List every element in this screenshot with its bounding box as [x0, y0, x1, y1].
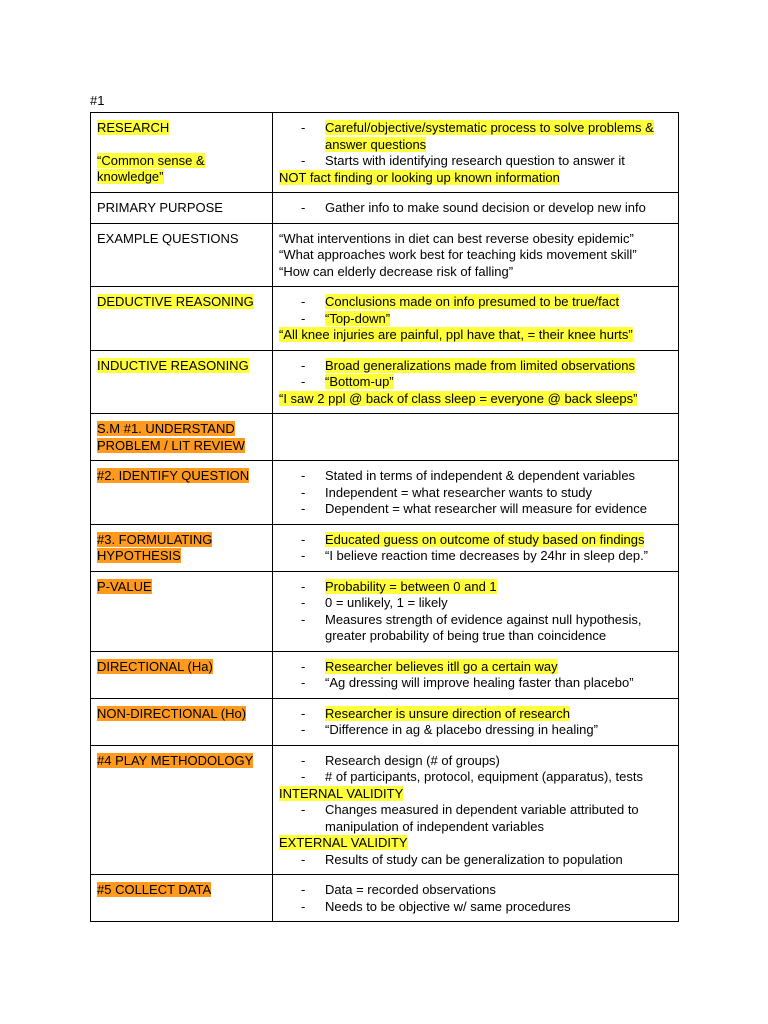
table-row — [91, 461, 679, 525]
table-row — [91, 113, 679, 193]
term-label: #5 COLLECT DATA — [97, 882, 212, 897]
subheading-text: EXTERNAL VALIDITY — [279, 835, 408, 850]
bullet — [279, 153, 672, 170]
term-label: #3. FORMULATING HYPOTHESIS — [97, 531, 213, 563]
table-row — [91, 745, 679, 875]
term-cell — [91, 651, 273, 698]
term-cell — [91, 350, 273, 414]
bullet — [279, 579, 672, 596]
bullet-text: “Difference in ag & placebo dressing in healing” — [325, 722, 598, 737]
bullet-text: Needs to be objective w/ same procedures — [325, 898, 571, 914]
table-row — [91, 698, 679, 745]
bullet — [279, 485, 672, 502]
term-cell — [91, 223, 273, 287]
term-label: P-VALUE — [97, 578, 152, 594]
bullet — [279, 659, 672, 676]
bullet-text: Broad generalizations made from limited observations — [325, 357, 635, 373]
note-text: “I saw 2 ppl @ back of class sleep = everyone @ back sleeps” — [279, 390, 638, 406]
term-cell — [91, 287, 273, 351]
bullet — [279, 706, 672, 723]
bullet-text: Probability = between 0 and 1 — [325, 578, 497, 594]
term-label: S.M #1. UNDERSTAND PROBLEM / LIT REVIEW — [97, 421, 245, 453]
bullet — [279, 468, 672, 485]
bullet — [279, 899, 672, 916]
bullet-text: Starts with identifying research question to answer it — [325, 153, 625, 168]
term-extra: “Common sense & knowledge” — [97, 152, 205, 184]
table-row — [91, 287, 679, 351]
bullet-text: Results of study can be generalization to population — [325, 851, 623, 867]
term-label: #4 PLAY METHODOLOGY — [97, 752, 254, 768]
bullet-text: Stated in terms of independent & dependent variables — [325, 468, 636, 483]
bullet — [279, 882, 672, 899]
bullet — [279, 294, 672, 311]
note-text: NOT fact finding or looking up known information — [279, 169, 560, 185]
bullet-text: “I believe reaction time decreases by 24hr in sleep dep.” — [325, 548, 649, 563]
page-number: #1 — [90, 93, 105, 108]
detail-cell — [273, 193, 679, 224]
bullet-text: “Bottom-up” — [325, 374, 394, 389]
table-row — [91, 651, 679, 698]
detail-cell — [273, 287, 679, 351]
term-cell — [91, 745, 273, 875]
bullet-text: Educated guess on outcome of study based on findings — [325, 531, 645, 547]
bullet — [279, 802, 672, 835]
detail-cell — [273, 350, 679, 414]
question-line: “What approaches work best for teaching kids movement skill” — [279, 247, 637, 262]
bullet — [279, 120, 672, 153]
note-line — [279, 170, 672, 187]
note-text: “All knee injuries are painful, ppl have that, = their knee hurts” — [279, 327, 633, 342]
table-row — [91, 875, 679, 922]
bullet — [279, 769, 672, 786]
bullet — [279, 722, 672, 739]
term-label: NON-DIRECTIONAL (Ho) — [97, 705, 247, 721]
bullet — [279, 675, 672, 692]
term-cell — [91, 113, 273, 193]
detail-cell — [273, 524, 679, 571]
term-cell — [91, 571, 273, 651]
bullet — [279, 311, 672, 328]
detail-cell — [273, 461, 679, 525]
detail-cell — [273, 651, 679, 698]
detail-cell — [273, 698, 679, 745]
bullet — [279, 374, 672, 391]
bullet-text: Data = recorded observations — [325, 882, 496, 897]
term-label: DIRECTIONAL (Ha) — [97, 658, 213, 674]
bullet-text: Gather info to make sound decision or develop new info — [325, 200, 646, 215]
bullet-text: “Top-down” — [325, 310, 391, 326]
bullet — [279, 595, 672, 612]
bullet-text: “Ag dressing will improve healing faster than placebo” — [325, 675, 634, 690]
term-cell — [91, 193, 273, 224]
subheading-text: INTERNAL VALIDITY — [279, 785, 404, 801]
term-cell — [91, 524, 273, 571]
detail-cell — [273, 875, 679, 922]
table-row — [91, 193, 679, 224]
bullet — [279, 612, 672, 645]
term-cell — [91, 461, 273, 525]
bullet — [279, 358, 672, 375]
bullet-text: Measures strength of evidence against null hypothesis, greater probability of being true than coincidence — [325, 611, 642, 643]
bullet-text: # of participants, protocol, equipment (apparatus), tests — [325, 769, 643, 784]
subheading — [279, 835, 672, 852]
bullet — [279, 753, 672, 770]
bullet — [279, 200, 672, 217]
table-row — [91, 414, 679, 461]
bullet-text: Researcher believes itll go a certain way — [325, 658, 558, 674]
detail-cell — [273, 745, 679, 875]
bullet — [279, 548, 672, 565]
term-cell — [91, 875, 273, 922]
bullet-text: Independent = what researcher wants to study — [325, 484, 593, 500]
term-label: DEDUCTIVE REASONING — [97, 294, 254, 309]
detail-cell — [273, 414, 679, 461]
bullet — [279, 852, 672, 869]
detail-cell — [273, 223, 679, 287]
bullet-text: Researcher is unsure direction of research — [325, 705, 570, 721]
bullet-text: Research design (# of groups) — [325, 752, 500, 768]
bullet-text: Changes measured in dependent variable attributed to manipulation of independent variables — [325, 802, 639, 834]
term-cell — [91, 414, 273, 461]
note-line — [279, 391, 672, 408]
bullet-text: Dependent = what researcher will measure for evidence — [325, 501, 647, 516]
bullet-text: Conclusions made on info presumed to be true/fact — [325, 294, 620, 309]
term-label: #2. IDENTIFY QUESTION — [97, 468, 250, 483]
bullet-text: 0 = unlikely, 1 = likely — [325, 595, 448, 610]
detail-cell — [273, 571, 679, 651]
bullet — [279, 532, 672, 549]
bullet-text: Careful/objective/systematic process to solve problems & answer questions — [325, 120, 654, 152]
term-label: INDUCTIVE REASONING — [97, 357, 249, 373]
note-line — [279, 327, 672, 344]
detail-cell — [273, 113, 679, 193]
term-label: RESEARCH — [97, 120, 170, 135]
question-line: “What interventions in diet can best reverse obesity epidemic” — [279, 230, 634, 246]
table-row — [91, 524, 679, 571]
notes-table — [90, 112, 679, 922]
term-label: EXAMPLE QUESTIONS — [97, 230, 239, 246]
term-cell — [91, 698, 273, 745]
term-label: PRIMARY PURPOSE — [97, 200, 223, 215]
bullet — [279, 501, 672, 518]
subheading — [279, 786, 672, 803]
question-line: “How can elderly decrease risk of falling” — [279, 263, 514, 279]
table-row — [91, 223, 679, 287]
table-row — [91, 571, 679, 651]
table-row — [91, 350, 679, 414]
